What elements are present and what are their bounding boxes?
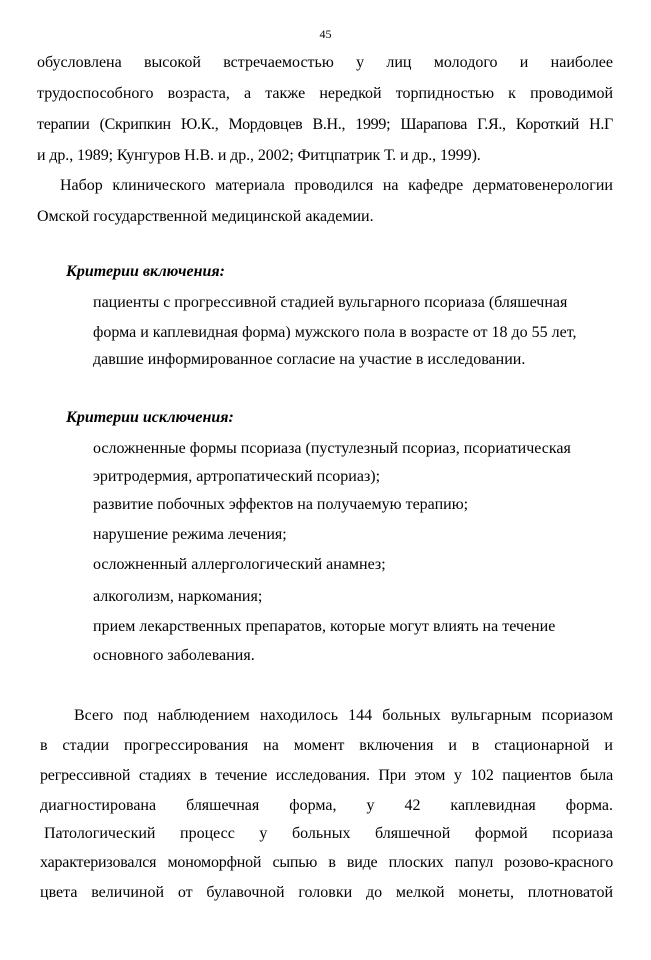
page-number: 45 xyxy=(319,27,332,41)
paragraph-3-line-5: Патологический процесс у больных бляшечной формой псориаза xyxy=(44,825,613,842)
paragraph-2-line-2: Омской государственной медицинской академии. xyxy=(37,208,374,225)
paragraph-2-line-1: Набор клинического материала проводился на кафедре дерматовенерологии xyxy=(60,177,613,194)
paragraph-3-line-6: характеризовался мономорфной сыпью в виде плоских папул розово-красного xyxy=(40,854,613,871)
paragraph-1-line-3: терапии (Скрипкин Ю.К., Мордовцев В.Н., 1999; Шарапова Г.Я., Короткий Н.Г xyxy=(37,116,613,133)
paragraph-3-line-1: Всего под наблюдением находилось 144 больных вульгарным псориазом xyxy=(74,707,613,724)
inclusion-line-3: давшие информированное согласие на участие в исследовании. xyxy=(93,351,526,368)
exclusion-line-4: нарушение режима лечения; xyxy=(93,526,287,543)
exclusion-line-1: осложненные формы псориаза (пустулезный псориаз, псориатическая xyxy=(93,440,571,457)
paragraph-3-line-3: регрессивной стадиях в течение исследования. При этом у 102 пациентов была xyxy=(40,767,613,784)
exclusion-line-5: осложненный аллергологический анамнез; xyxy=(93,556,386,573)
exclusion-line-6: алкоголизм, наркомания; xyxy=(93,588,263,605)
exclusion-heading: Критерии исключения: xyxy=(66,409,234,426)
exclusion-line-2: эритродермия, артропатический псориаз); xyxy=(93,468,381,485)
inclusion-line-2: форма и каплевидная форма) мужского пола в возрасте от 18 до 55 лет, xyxy=(93,324,577,341)
paragraph-1-line-2: трудоспособного возраста, а также нередкой торпидностью к проводимой xyxy=(37,85,613,102)
exclusion-line-8: основного заболевания. xyxy=(93,647,255,664)
paragraph-3-line-2: в стадии прогрессирования на момент включения и в стационарной и xyxy=(40,737,613,754)
paragraph-1-line-1: обусловлена высокой встречаемостью у лиц молодого и наиболее xyxy=(37,54,613,71)
exclusion-line-3: развитие побочных эффектов на получаемую терапию; xyxy=(93,496,469,513)
paragraph-3-line-4: диагностирована бляшечная форма, у 42 каплевидная форма. xyxy=(40,797,613,814)
paragraph-3-line-7: цвета величиной от булавочной головки до мелкой монеты, плотноватой xyxy=(40,884,613,901)
inclusion-line-1: пациенты с прогрессивной стадией вульгарного псориаза (бляшечная xyxy=(93,294,568,311)
exclusion-line-7: прием лекарственных препаратов, которые могут влиять на течение xyxy=(93,618,556,635)
paragraph-1-line-4: и др., 1989; Кунгуров Н.В. и др., 2002; Фитцпатрик Т. и др., 1999). xyxy=(37,147,481,164)
inclusion-heading: Критерии включения: xyxy=(66,263,225,280)
